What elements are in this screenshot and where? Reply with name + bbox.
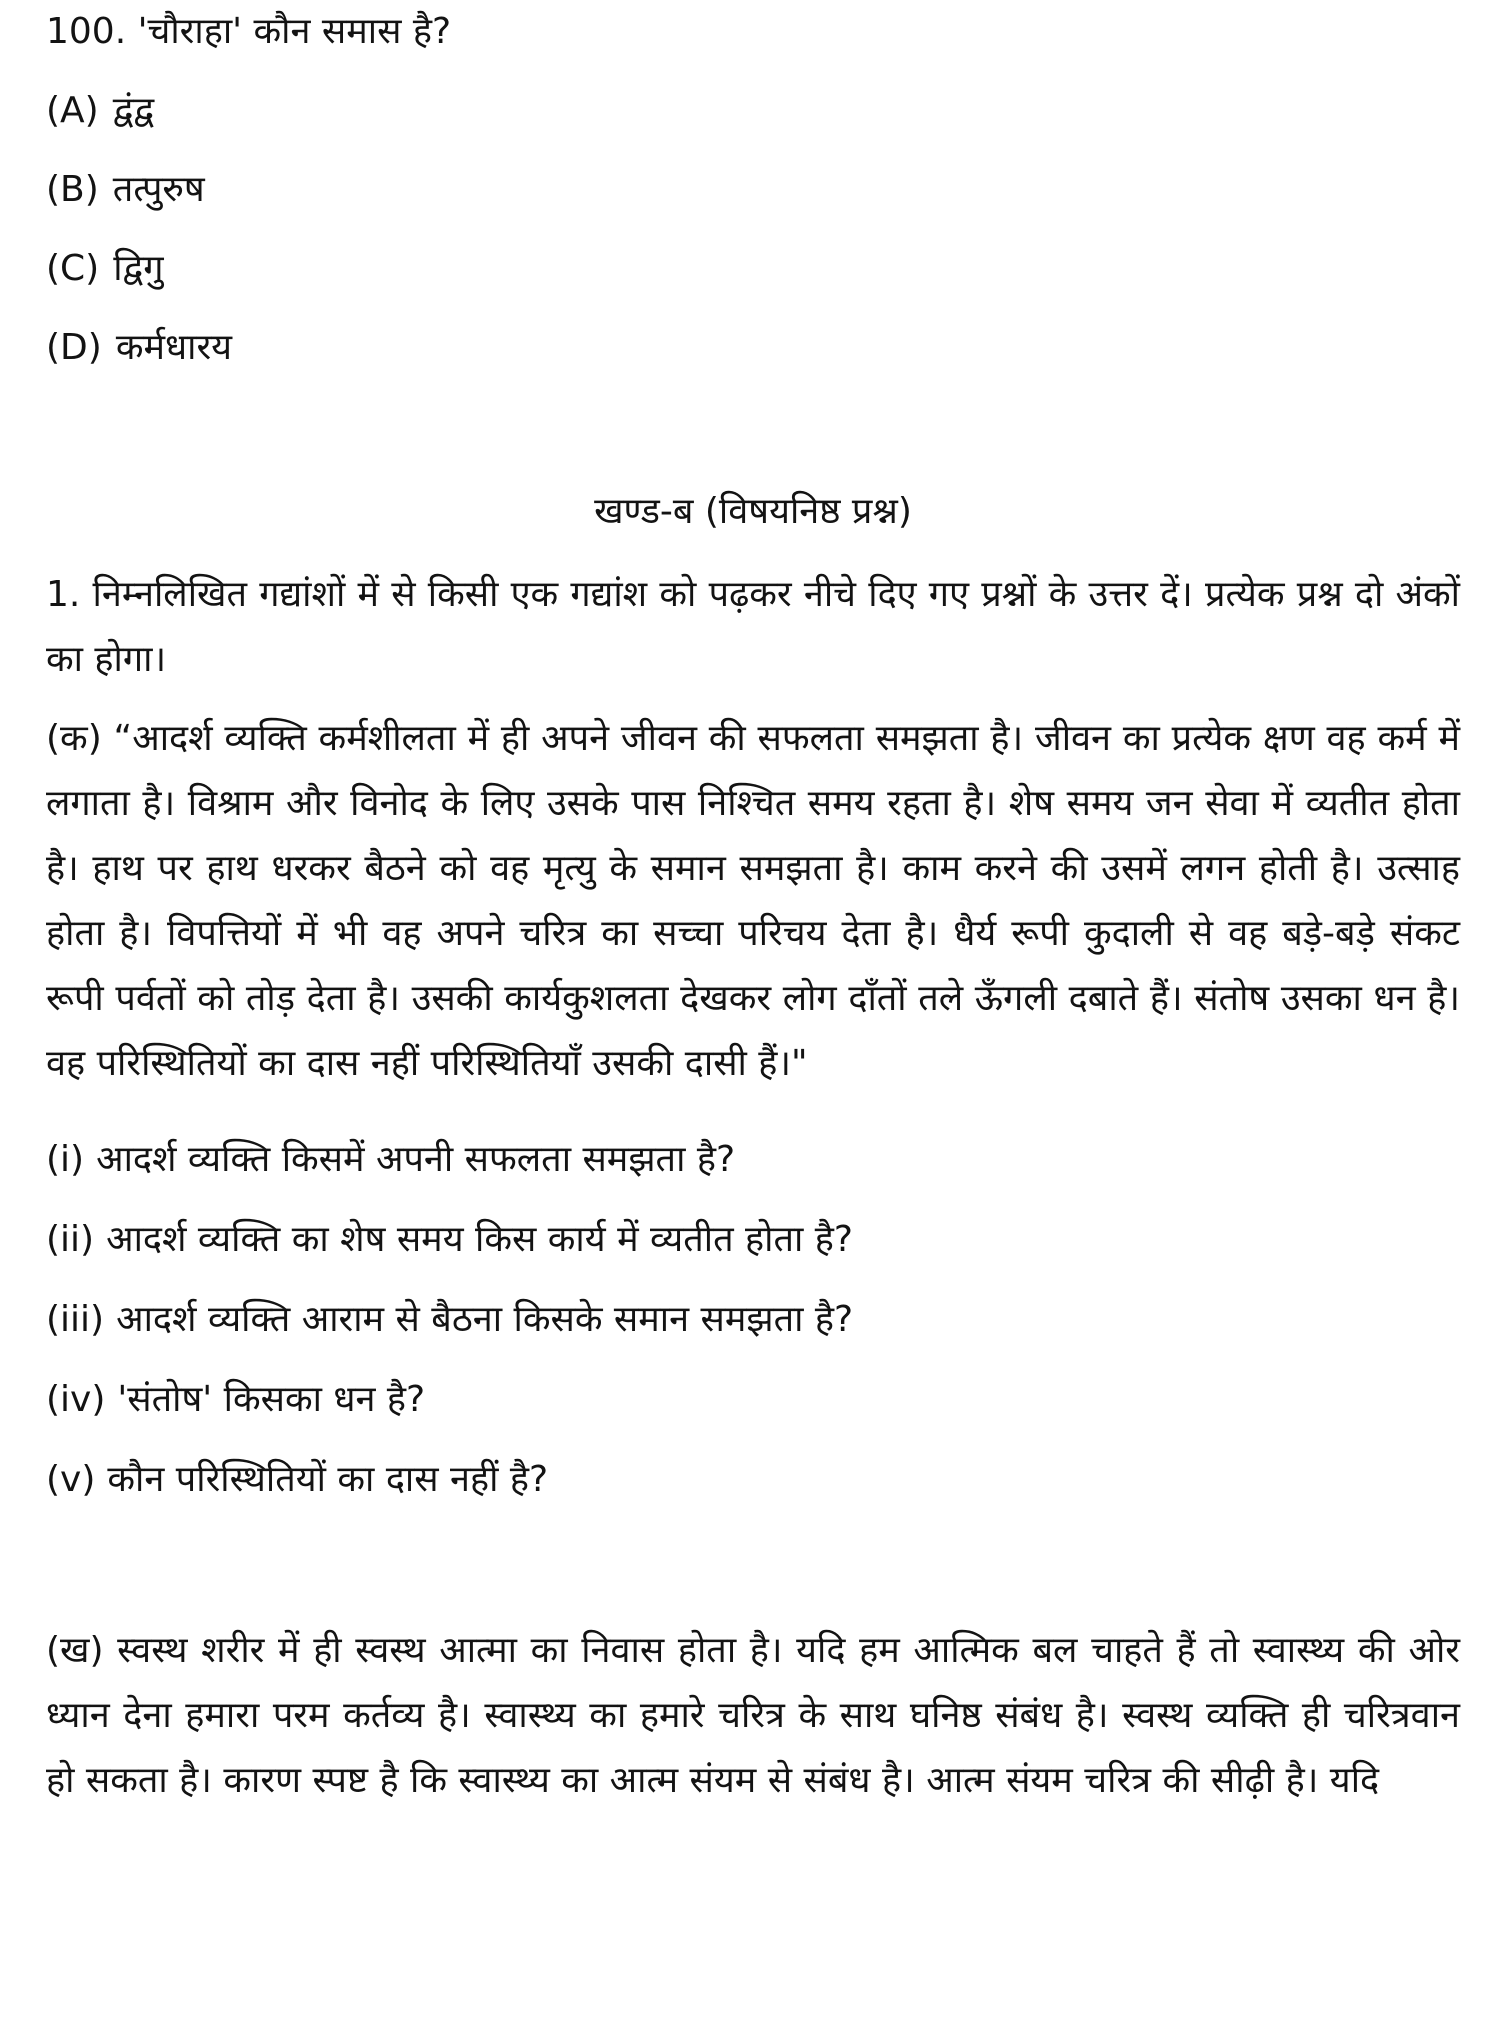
option-b-text: तत्पुरुष [112, 169, 205, 210]
option-c-label: (C) [46, 248, 100, 289]
option-row-d [46, 322, 1460, 374]
sub-question-iv [46, 1374, 1460, 1426]
sub-question-iv-label: (iv) [46, 1379, 106, 1420]
section-b-heading: खण्ड-ब (विषयनिष्ठ प्रश्न) [594, 491, 912, 532]
sub-question-iv-text: 'संतोष' किसका धन है? [117, 1379, 426, 1420]
sub-question-ii [46, 1214, 1460, 1266]
option-a-label: (A) [46, 90, 99, 131]
passage-kha: (ख) स्वस्थ शरीर में ही स्वस्थ आत्मा का निवास होता है। यदि हम आत्मिक बल चाहते हैं तो स्वास्थ्य की ओर ध्यान देना हमारा परम कर्तव्य है। स्वास्थ्य का हमारे चरित्र के साथ घनिष्ठ संबंध है। स्वस्थ व्यक्ति ही चरित्रवान हो सकता है। कारण स्पष्ट है कि स्वास्थ्य का आत्म संयम से संबंध है। आत्म संयम चरित्र की सीढ़ी है। यदि [46, 1630, 1460, 1801]
question-1-intro: 1. निम्नलिखित गद्यांशों में से किसी एक गद्यांश को पढ़कर नीचे दिए गए प्रश्नों के उत्तर दें। प्रत्येक प्रश्न दो अंकों का होगा। [46, 574, 1460, 680]
sub-question-iii [46, 1294, 1460, 1346]
sub-question-iii-text: आदर्श व्यक्ति आराम से बैठना किसके समान समझता है? [116, 1299, 854, 1340]
option-row-a [46, 85, 1460, 137]
question-100-text: 100. 'चौराहा' कौन समास है? [46, 11, 452, 52]
sub-question-i-label: (i) [46, 1139, 85, 1180]
sub-question-ii-text: आदर्श व्यक्ति का शेष समय किस कार्य में व्यतीत होता है? [106, 1219, 854, 1260]
option-row-b [46, 164, 1460, 216]
sub-question-v [46, 1454, 1460, 1506]
question-100-block [46, 6, 1460, 374]
sub-question-v-label: (v) [46, 1459, 96, 1500]
option-b-label: (B) [46, 169, 99, 210]
option-a-text: द्वंद्व [112, 90, 155, 131]
option-d-text: कर्मधारय [115, 327, 233, 368]
sub-question-i [46, 1134, 1460, 1186]
passage-ka: (क) “आदर्श व्यक्ति कर्मशीलता में ही अपने जीवन की सफलता समझता है। जीवन का प्रत्येक क्षण वह कर्म में लगाता है। विश्राम और विनोद के लिए उसके पास निश्चित समय रहता है। शेष समय जन सेवा में व्यतीत होता है। हाथ पर हाथ धरकर बैठने को वह मृत्यु के समान समझता है। काम करने की उसमें लगन होती है। उत्साह होता है। विपत्तियों में भी वह अपने चरित्र का सच्चा परिचय देता है। धैर्य रूपी कुदाली से वह बड़े-बड़े संकट रूपी पर्वतों को तोड़ देता है। उसकी कार्यकुशलता देखकर लोग दाँतों तले ऊँगली दबाते हैं। संतोष उसका धन है। वह परिस्थितियों का दास नहीं परिस्थितियाँ उसकी दासी हैं।" [46, 718, 1460, 1084]
sub-question-v-text: कौन परिस्थितियों का दास नहीं है? [107, 1459, 549, 1500]
sub-question-ii-label: (ii) [46, 1219, 95, 1260]
option-d-label: (D) [46, 327, 102, 368]
sub-question-iii-label: (iii) [46, 1299, 105, 1340]
option-row-c [46, 243, 1460, 295]
option-c-text: द्विगु [113, 248, 164, 289]
sub-question-i-text: आदर्श व्यक्ति किसमें अपनी सफलता समझता है? [96, 1139, 736, 1180]
